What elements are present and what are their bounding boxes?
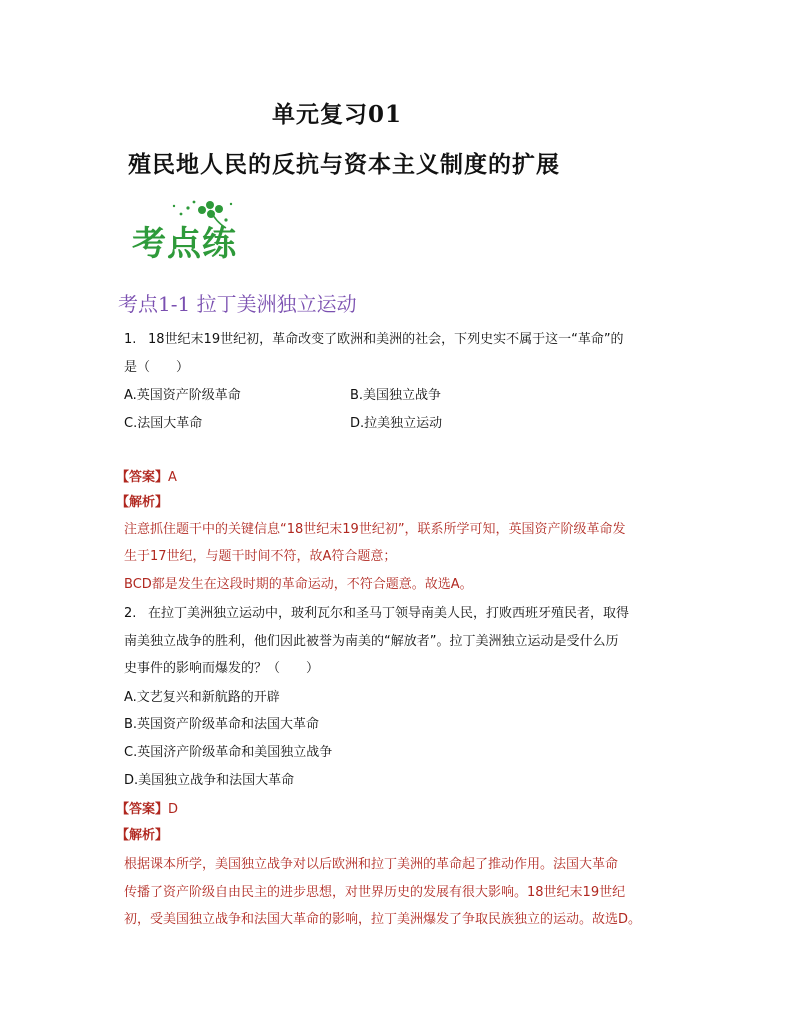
practice-badge bbox=[126, 198, 256, 266]
answer-row bbox=[116, 469, 177, 487]
analysis-text: 传播了资产阶级自由民主的进步思想，对世界历史的发展有很大影响。18世纪末19世纪 bbox=[124, 885, 626, 900]
page-subtitle: 殖民地人民的反抗与资本主义制度的扩展 bbox=[128, 151, 560, 178]
option-b: B.英国资产阶级革命和法国大革命 bbox=[124, 717, 320, 732]
question-1 bbox=[124, 331, 624, 349]
page-title: 单元复习01 bbox=[272, 101, 403, 128]
option-c: C.法国大革命 bbox=[124, 416, 203, 431]
answer-label: 【答案】 bbox=[116, 802, 169, 817]
analysis-text: 根据课本所学，美国独立战争对以后欧洲和拉丁美洲的革命起了推动作用。法国大革命 bbox=[124, 857, 619, 872]
analysis-text: 生于17世纪，与题干时间不符，故A符合题意； bbox=[124, 549, 397, 564]
option-b: B.美国独立战争 bbox=[350, 388, 442, 403]
question-text: 在拉丁美洲独立运动中，玻利瓦尔和圣马丁领导南美人民，打败西班牙殖民者，取得 bbox=[148, 606, 630, 621]
question-text-cont: 史事件的影响而爆发的？（ ） bbox=[124, 661, 320, 676]
question-2 bbox=[124, 605, 629, 623]
option-a: A.英国资产阶级革命 bbox=[124, 388, 241, 403]
analysis-text: 初，受美国独立战争和法国大革命的影响，拉丁美洲爆发了争取民族独立的运动。故选D。 bbox=[124, 912, 642, 927]
question-text-cont: 南美独立战争的胜利，他们因此被誉为南美的“解放者”。拉丁美洲独立运动是受什么历 bbox=[124, 634, 619, 649]
analysis-label: 【解析】 bbox=[116, 828, 169, 843]
badge-text: 考点练 bbox=[132, 224, 237, 264]
question-text-cont: 是（ ） bbox=[124, 360, 190, 375]
answer-label: 【答案】 bbox=[116, 470, 169, 485]
question-text: 18世纪末19世纪初，革命改变了欧洲和美洲的社会，下列史实不属于这一“革命”的 bbox=[148, 332, 624, 347]
question-number: 2. bbox=[124, 606, 137, 621]
answer-row bbox=[116, 801, 178, 819]
option-a: A.文艺复兴和新航路的开辟 bbox=[124, 690, 280, 705]
analysis-label: 【解析】 bbox=[116, 495, 169, 510]
analysis-text: BCD都是发生在这段时期的革命运动，不符合题意。故选A。 bbox=[124, 577, 473, 592]
section-title: 考点1-1 拉丁美洲独立运动 bbox=[118, 292, 357, 316]
analysis-text: 注意抓住题干中的关键信息“18世纪末19世纪初”，联系所学可知，英国资产阶级革命发 bbox=[124, 522, 626, 537]
option-d: D.美国独立战争和法国大革命 bbox=[124, 773, 295, 788]
question-number: 1. bbox=[124, 332, 137, 347]
option-c: C.英国济产阶级革命和美国独立战争 bbox=[124, 745, 333, 760]
option-d: D.拉美独立运动 bbox=[350, 416, 443, 431]
answer-value: A bbox=[168, 470, 177, 485]
answer-value: D bbox=[168, 802, 179, 817]
